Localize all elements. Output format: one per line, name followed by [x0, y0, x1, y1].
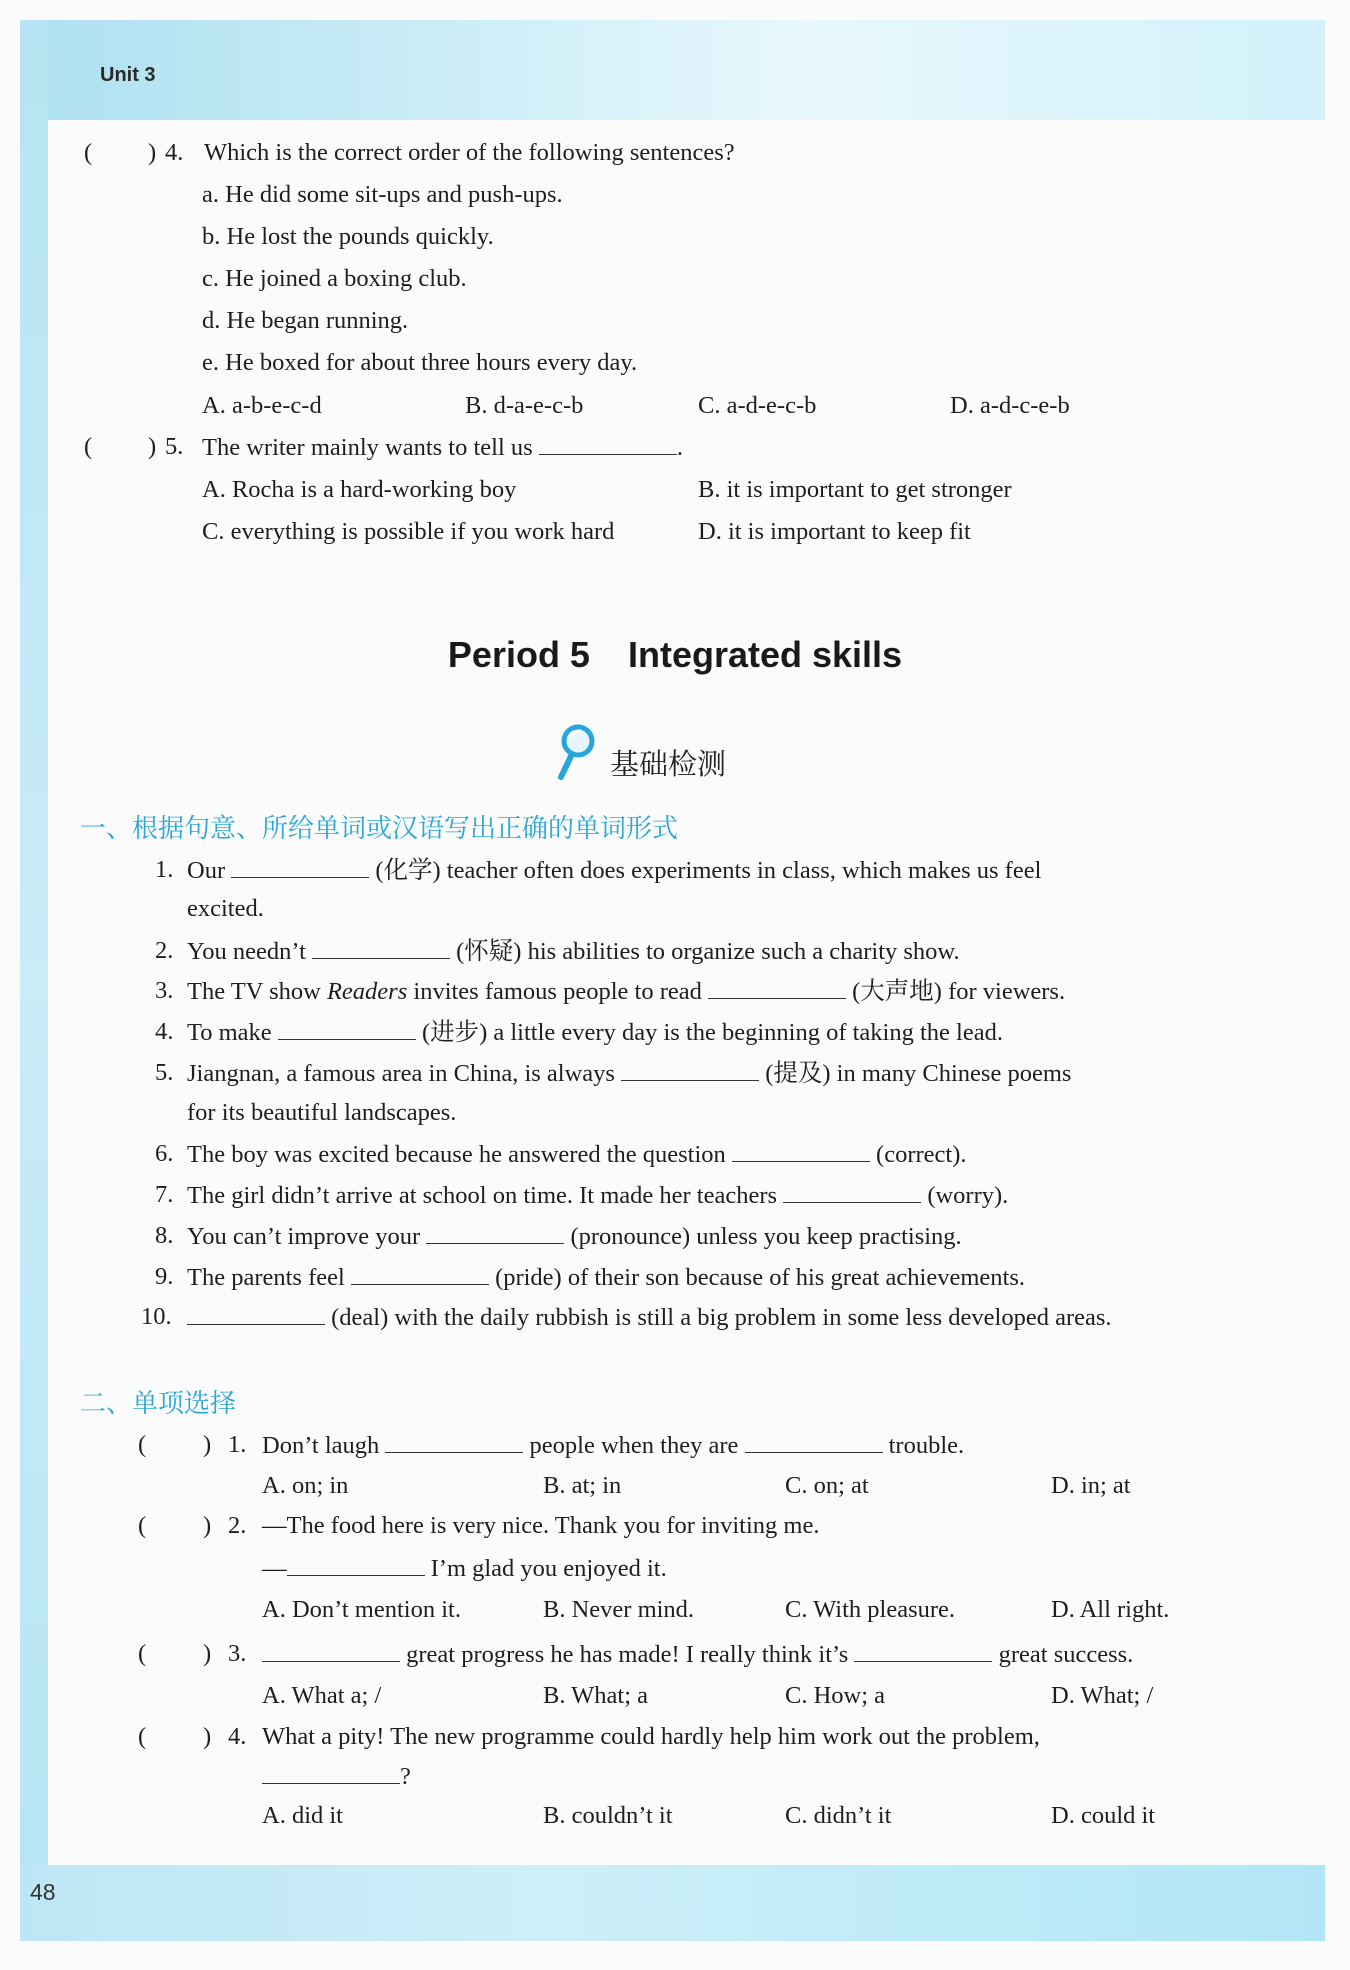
answer-blank[interactable]	[732, 1139, 870, 1162]
answer-paren-open: (	[138, 1431, 147, 1458]
stem-post: trouble.	[888, 1432, 965, 1459]
option-d: D. All right.	[1051, 1596, 1170, 1623]
item-text	[187, 1221, 962, 1252]
page-number: 48	[30, 1879, 56, 1905]
answer-paren-open: (	[84, 433, 93, 460]
dash: —	[262, 1555, 287, 1582]
question-number: 3.	[228, 1640, 247, 1667]
question-reply	[262, 1553, 667, 1584]
bottom-decor-band	[20, 1865, 1325, 1941]
item-number: 9.	[155, 1263, 174, 1290]
stem-post: ?	[400, 1763, 411, 1790]
item-pre: You needn’t	[187, 938, 306, 965]
answer-paren-open: (	[138, 1640, 147, 1667]
item-text	[187, 976, 1065, 1007]
item-number: 10.	[141, 1303, 172, 1330]
option-c: C. on; at	[785, 1472, 869, 1499]
answer-blank[interactable]	[539, 432, 677, 455]
question-text	[202, 432, 683, 463]
option-d: D. it is important to keep fit	[698, 518, 971, 545]
answer-blank[interactable]	[783, 1180, 921, 1203]
answer-paren-open: (	[138, 1723, 147, 1750]
sentence-a: a. He did some sit-ups and push-ups.	[202, 181, 563, 208]
item-text	[187, 1180, 1008, 1211]
question-tail: .	[676, 434, 683, 461]
question-number: 4.	[228, 1723, 247, 1750]
item-post: (化学) teacher often does experiments in class, which makes us feel	[375, 857, 1042, 884]
answer-blank[interactable]	[262, 1639, 400, 1662]
option-b: B. couldn’t it	[543, 1802, 673, 1829]
item-text	[187, 855, 1041, 886]
answer-paren-close: )	[203, 1723, 212, 1750]
item-number: 5.	[155, 1059, 174, 1086]
option-d: D. could it	[1051, 1802, 1156, 1829]
item-number: 7.	[155, 1181, 174, 1208]
answer-paren-close: )	[148, 139, 157, 166]
reply-post: I’m glad you enjoyed it.	[430, 1555, 667, 1582]
question-number: 5.	[165, 433, 184, 460]
item-number: 6.	[155, 1140, 174, 1167]
answer-paren-open: (	[84, 139, 93, 166]
period-title	[0, 634, 1350, 676]
question-text	[262, 1430, 964, 1461]
question-continuation	[262, 1761, 411, 1792]
question-text: What a pity! The new programme could hardly help him work out the problem,	[262, 1723, 1040, 1750]
item-post: (pride) of their son because of his great achievements.	[495, 1264, 1026, 1291]
item-number: 1.	[155, 856, 174, 883]
answer-blank[interactable]	[287, 1553, 425, 1576]
stem-mid: great progress he has made! I really think it’s	[406, 1641, 849, 1668]
answer-blank[interactable]	[231, 855, 369, 878]
item-pre-continued: invites famous people to read	[413, 978, 702, 1005]
answer-blank[interactable]	[854, 1639, 992, 1662]
item-pre: The parents feel	[187, 1264, 345, 1291]
option-c: C. a-d-e-c-b	[698, 392, 817, 419]
item-post: (提及) in many Chinese poems	[765, 1060, 1072, 1087]
item-text	[187, 936, 960, 967]
item-number: 3.	[155, 977, 174, 1004]
item-post: (deal) with the daily rubbish is still a big problem in some less developed areas.	[331, 1304, 1112, 1331]
answer-blank[interactable]	[312, 936, 450, 959]
option-a: A. Rocha is a hard-working boy	[202, 476, 517, 503]
item-pre: You can’t improve your	[187, 1223, 421, 1250]
question-number: 4.	[165, 139, 184, 166]
sentence-e: e. He boxed for about three hours every day.	[202, 349, 638, 376]
item-continuation: excited.	[187, 895, 264, 922]
item-post: (pronounce) unless you keep practising.	[570, 1223, 962, 1250]
item-pre: The girl didn’t arrive at school on time. It made her teachers	[187, 1182, 778, 1209]
sentence-c: c. He joined a boxing club.	[202, 265, 467, 292]
question-number: 1.	[228, 1431, 247, 1458]
period-label: Period 5	[447, 634, 590, 675]
question-text: —The food here is very nice. Thank you for inviting me.	[262, 1512, 820, 1539]
top-decor-band	[20, 20, 1325, 120]
option-d: D. What; /	[1051, 1682, 1154, 1709]
option-a: A. a-b-e-c-d	[202, 392, 322, 419]
question-number: 2.	[228, 1512, 247, 1539]
answer-paren-close: )	[203, 1512, 212, 1539]
item-pre: Jiangnan, a famous area in China, is always	[187, 1060, 615, 1087]
option-a: A. on; in	[262, 1472, 349, 1499]
option-a: A. did it	[262, 1802, 343, 1829]
stem-pre: Don’t laugh	[262, 1432, 380, 1459]
answer-blank[interactable]	[385, 1430, 523, 1453]
sentence-b: b. He lost the pounds quickly.	[202, 223, 494, 250]
answer-blank[interactable]	[262, 1761, 400, 1784]
item-text	[187, 1058, 1071, 1089]
stem-post: great success.	[998, 1641, 1134, 1668]
answer-paren-close: )	[203, 1640, 212, 1667]
period-subtitle: Integrated skills	[627, 634, 903, 675]
item-post: (怀疑) his abilities to organize such a charity show.	[456, 938, 960, 965]
item-pre: The boy was excited because he answered the question	[187, 1141, 726, 1168]
answer-blank[interactable]	[621, 1058, 759, 1081]
item-pre: Our	[187, 857, 226, 884]
answer-paren-open: (	[138, 1512, 147, 1539]
question-text	[262, 1639, 1133, 1670]
item-number: 8.	[155, 1222, 174, 1249]
item-post: (进步) a little every day is the beginning of taking the lead.	[421, 1019, 1003, 1046]
unit-label: Unit 3	[100, 64, 156, 86]
left-decor-band	[20, 20, 48, 1940]
option-b: B. Never mind.	[543, 1596, 695, 1623]
answer-blank[interactable]	[278, 1017, 416, 1040]
item-post: (大声地) for viewers.	[852, 978, 1066, 1005]
italic-title: Readers	[326, 978, 408, 1005]
item-text	[187, 1139, 967, 1170]
item-pre: To make	[187, 1019, 272, 1046]
answer-blank[interactable]	[187, 1302, 325, 1325]
section-1-heading: 一、根据句意、所给单词或汉语写出正确的单词形式	[80, 814, 679, 844]
option-c: C. How; a	[785, 1682, 886, 1709]
option-d: D. a-d-c-e-b	[950, 392, 1070, 419]
item-continuation: for its beautiful landscapes.	[187, 1099, 457, 1126]
question-text: Which is the correct order of the following sentences?	[204, 139, 735, 166]
item-text	[187, 1017, 1003, 1048]
item-post: (correct).	[876, 1141, 967, 1168]
answer-blank[interactable]	[745, 1430, 883, 1453]
badge-text: 基础检测	[610, 747, 727, 781]
option-c: C. didn’t it	[785, 1802, 892, 1829]
item-pre: The TV show	[187, 978, 321, 1005]
sentence-d: d. He began running.	[202, 307, 409, 334]
item-number: 4.	[155, 1018, 174, 1045]
option-c: C. With pleasure.	[785, 1596, 956, 1623]
magnifier-icon	[553, 722, 603, 782]
option-a: A. What a; /	[262, 1682, 382, 1709]
answer-blank[interactable]	[351, 1262, 489, 1285]
answer-paren-close: )	[148, 433, 157, 460]
item-text	[187, 1302, 1112, 1333]
item-text	[187, 1262, 1025, 1293]
item-number: 2.	[155, 937, 174, 964]
answer-blank[interactable]	[708, 976, 846, 999]
stem-mid: people when they are	[529, 1432, 739, 1459]
option-d: D. in; at	[1051, 1472, 1131, 1499]
option-b: B. at; in	[543, 1472, 622, 1499]
option-b: B. What; a	[543, 1682, 649, 1709]
question-stem: The writer mainly wants to tell us	[202, 434, 533, 461]
option-a: A. Don’t mention it.	[262, 1596, 461, 1623]
option-c: C. everything is possible if you work hard	[202, 518, 615, 545]
answer-blank[interactable]	[426, 1221, 564, 1244]
option-b: B. d-a-e-c-b	[465, 392, 584, 419]
item-post: (worry).	[927, 1182, 1009, 1209]
section-2-heading: 二、单项选择	[80, 1389, 237, 1419]
option-b: B. it is important to get stronger	[698, 476, 1012, 503]
answer-paren-close: )	[203, 1431, 212, 1458]
